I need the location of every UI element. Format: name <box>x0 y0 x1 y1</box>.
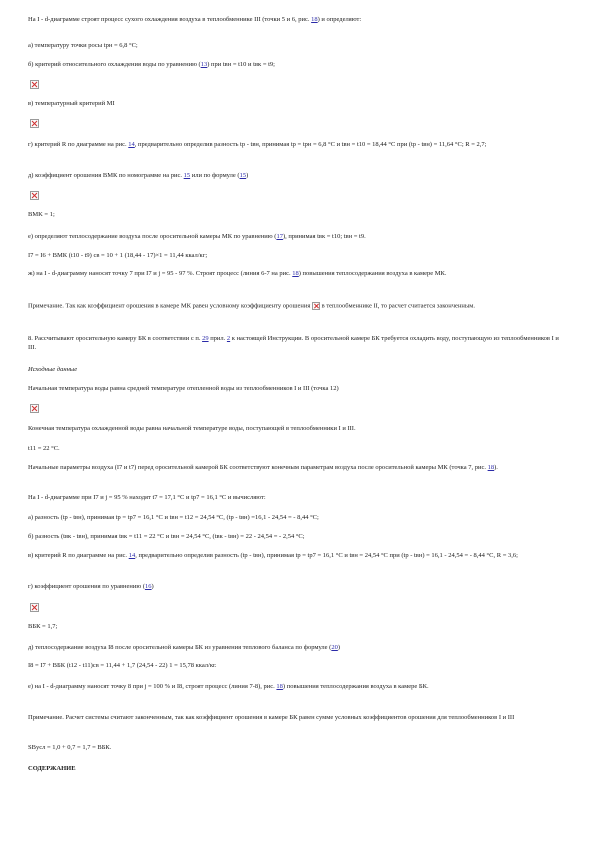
link-fig-18[interactable]: 18 <box>276 683 283 690</box>
paragraph-initial-water-temp: Начальная температура воды равна средней температуре отепленной воды из теплообменников I и III (точка 12) <box>28 385 339 392</box>
paragraph-heat-content-i8: д) теплосодержание воздуха I8 после оросительной камеры БК из уравнения теплового баланса по формуле (20) <box>28 644 341 651</box>
link-fig-18[interactable]: 18 <box>311 16 318 23</box>
broken-image-icon <box>30 603 39 612</box>
paragraph-temperature-criterion: в) температурный критерий ΜI <box>28 100 115 107</box>
link-eq-16[interactable]: 16 <box>145 583 152 590</box>
broken-image-icon <box>30 119 39 128</box>
paragraph-process-dry-cooling: На I - d-диаграмме строят процесс сухого охлаждения воздуха в теплообменнике III (точки 5 и 6, рис. 18) и определяют: <box>28 16 362 23</box>
link-fig-14[interactable]: 14 <box>128 141 135 148</box>
paragraph-criterion-r: г) критерий R по диаграмме на рис. 14, предварительно определив разность tр - tвн, принимая tр = tрн = 6,8 °С и tвн = t10 = 18,44 °С при (tр - tвн) = 11,64 °С; R = 2,7; <box>28 141 487 148</box>
broken-image-icon <box>30 191 39 200</box>
paragraph-initial-air-params: Начальные параметры воздуха (I7 и t7) перед оросительной камерой БК соответствуют конечным параметрам воздуха после оросительной камеры МК (точка 7, рис. 18). <box>28 464 498 471</box>
value-bbk: BБК = 1,7; <box>28 623 58 630</box>
broken-image-icon <box>312 302 320 310</box>
paragraph-irrigation-coefficient: д) коэффициент орошения ВМК по номограмме на рис. 15 или по формуле (15) <box>28 172 249 179</box>
paragraph-heat-content: е) определяют теплосодержание воздуха после оросительной камеры МК по уравнению (17), принимая tвк = t10; tвн = t9. <box>28 233 366 240</box>
formula-i7: I7 = I6 + BМК (t10 - t9) св = 10 + 1 (18,44 - 17)×1 = 11,44 ккал/кг; <box>28 252 208 259</box>
link-formula-20[interactable]: 20 <box>331 644 338 651</box>
formula-i8: I8 = I7 + BБК (t12 - t11)св = 11,44 + 1,7 (24,54 - 22) 1 = 15,78 ккал/кг. <box>28 662 217 669</box>
broken-image-icon <box>30 80 39 89</box>
paragraph-point-8: е) на I - d-диаграмму наносят точку 8 при j = 100 % и I8, строят процесс (линия 7-8), рис. 18) повышения теплосодержания воздуха в камере БК. <box>28 683 429 690</box>
paragraph-criterion-r-bk: в) критерий R по диаграмме на рис. 14, предварительно определив разность (tр - tвн), принимая tр = tр7 = 16,1 °С и tвн = 24,54 °С при (tр - tвн) = 16,1 - 24,54 = - 8,44 °С, R = 3,6; <box>28 552 518 559</box>
paragraph-irrigation-eq16: г) коэффициент орошения по уравнению (16) <box>28 583 154 590</box>
paragraph-dew-point: а) температуру точки росы tрн = 6,8 °С; <box>28 42 138 49</box>
note-mk-chamber: Примечание. Так как коэффициент орошения в камере МК равен условному коэффициенту орошения в теплообменнике II, то расчет считается законченным. <box>28 302 476 310</box>
link-fig-15[interactable]: 15 <box>183 172 191 179</box>
note-system-complete: Примечание. Расчет системы считают законченным, так как коэффициент орошения в камере БК равен сумме условных коэффициентов орошения для теплообменников I и III <box>28 714 515 721</box>
link-eq-17[interactable]: 17 <box>276 233 283 240</box>
heading-contents: СОДЕРЖАНИЕ <box>28 765 76 772</box>
link-eq-13[interactable]: 13 <box>200 61 208 68</box>
paragraph-relative-cooling: б) критерий относительного охлаждения воды по уравнению (13) при tвн = t10 и tвк = t9; <box>28 61 275 68</box>
paragraph-find-t7: На I - d-диаграмме при I7 и j = 95 % находят t7 = 17,1 °С и tр7 = 16,1 °С и вычисляют: <box>28 494 266 501</box>
link-item-29[interactable]: 29 <box>202 335 209 342</box>
paragraph-difference-a: а) разность (tр - tвн), принимая tр = tр7 = 16,1 °С и tвн = t12 = 24,54 °С, (tр - tвн) =16,1 - 24,54 = - 8,44 °С; <box>28 514 319 521</box>
link-appendix-2[interactable]: 2 <box>226 335 231 342</box>
value-bmk: BMK = 1; <box>28 211 55 218</box>
link-fig-14[interactable]: 14 <box>128 552 136 559</box>
link-fig-18[interactable]: 18 <box>292 270 299 277</box>
heading-initial-data: Исходные данные <box>28 366 78 373</box>
paragraph-step-8: 8. Рассчитывают оросительную камеру БК в соответствии с п. 29 прил. 2 к настоящей Инструкции. В оросительной камере БК требуется охладить воду, поступающую из теплообменников I и III. <box>28 335 559 351</box>
formula-sum-b: SBусл = 1,0 + 0,7 = 1,7 = BБК. <box>28 744 112 751</box>
paragraph-final-water-temp: Конечная температура охлажденной воды равна начальной температуре воды, поступающей в теплообменники I и III. <box>28 425 356 432</box>
paragraph-point-7: ж) на I - d-диаграмму наносят точку 7 при I7 и j = 95 - 97 %. Строят процесс (линия 6-7 на рис. 18) повышения теплосодержания воздуха в камере МК. <box>28 270 447 277</box>
paragraph-difference-b: б) разность (tвк - tвн), принимая tвк = t11 = 22 °С и tвн = 24,54 °С, (tвк - tвн) = 22 - 24,54 = - 2,54 °С; <box>28 533 305 540</box>
link-fig-18[interactable]: 18 <box>487 464 495 471</box>
link-formula-15[interactable]: 15 <box>239 172 247 179</box>
broken-image-icon <box>30 404 39 413</box>
value-t11: t11 = 22 °С. <box>28 445 60 452</box>
